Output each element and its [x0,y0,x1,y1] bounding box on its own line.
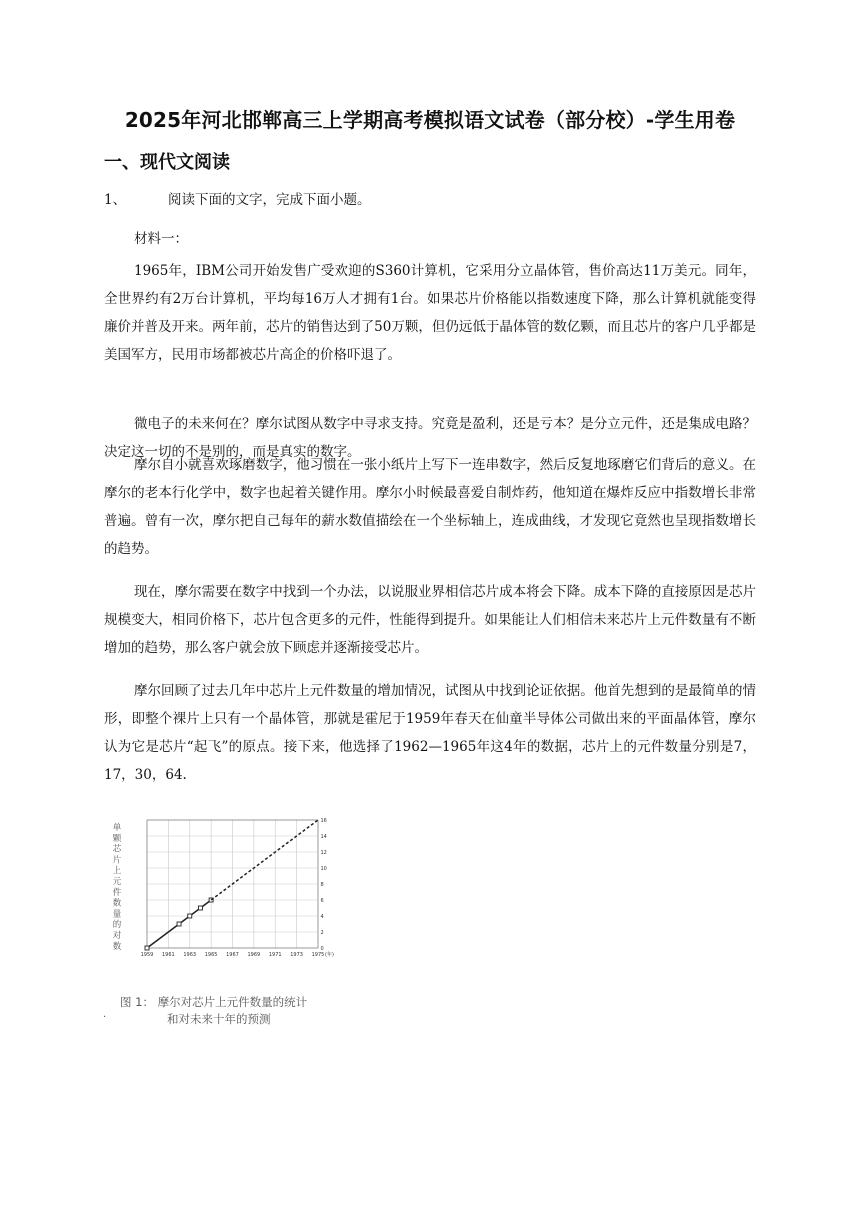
stray-mark: · [103,1012,107,1023]
x-tick-label: 1959 [140,952,154,958]
paragraph-1: 1965年，IBM公司开始发售广受欢迎的S360计算机，它采用分立晶体管，售价高达11万美元。同年，全世界约有2万台计算机，平均每16万人才拥有1台。如果芯片价格能以指数速度下降，那么计算机就能变得廉价并普及开来。两年前，芯片的销售达到了50万颗，但仍远低于晶体管的数亿颗，而且芯片的客户几乎都是美国军方，民用市场都被芯片高企的价格吓退了。 [104,263,756,363]
x-tick-label: 1965 [204,952,218,958]
prediction-line [211,820,318,900]
y-tick-label: 8 [320,882,324,888]
figure-caption-line-1: 图 1： 摩尔对芯片上元件数量的统计 [120,995,308,1009]
chart-series [145,820,318,950]
data-point [177,922,181,926]
y-tick-label: 16 [320,818,327,824]
section-heading: 一、现代文阅读 [104,152,230,173]
y-tick-label: 6 [320,898,324,904]
paragraph-2: 微电子的未来何在？摩尔试图从数字中寻求支持。究竟是盈利，还是亏本？是分立元件，还是集成电路？决定这一切的不是别的，而是真实的数字。 [104,416,756,460]
x-tick-label: 1961 [162,952,175,958]
chart-labels [113,818,334,958]
x-tick-label: 1975 [311,952,325,958]
question-instruction: 阅读下面的文字，完成下面小题。 [168,192,371,208]
y-tick-label: 10 [320,866,327,872]
paragraph-5: 摩尔回顾了过去几年中芯片上元件数量的增加情况，试图从中找到论证依据。他首先想到的是最简单的情形，即整个裸片上只有一个晶体管，那就是霍尼于1959年春天在仙童半导体公司做出来的平面晶体管，摩尔认为它是芯片“起飞”的原点。接下来，他选择了1962—1965年这4年的数据，芯片上的元件数量分别是7，17，30，64. [104,683,756,783]
y-tick-label: 0 [320,946,324,952]
figure-caption-line-2: 和对未来十年的预测 [167,1012,271,1026]
x-tick-label: 1963 [183,952,197,958]
document-title: 2025年河北邯郸高三上学期高考模拟语文试卷（部分校）-学生用卷 [124,108,736,132]
data-point [145,946,149,950]
material-label: 材料一： [134,231,188,247]
x-tick-label: 1969 [247,952,261,958]
x-tick-label: 1973 [290,952,303,958]
y-axis-label: 单颗芯片上元件数量的对数 [112,823,122,952]
paragraph-4: 现在，摩尔需要在数字中找到一个办法，以说服业界相信芯片成本将会下降。成本下降的直接原因是芯片规模变大，相同价格下，芯片包含更多的元件，性能得到提升。如果能让人们相信未来芯片上元件数量有不断增加的趋势，那么客户就会放下顾虑并逐渐接受芯片。 [104,584,756,656]
x-tick-label: 1971 [268,952,282,958]
paragraph-3: 摩尔自小就喜欢琢磨数字，他习惯在一张小纸片上写下一连串数字，然后反复地琢磨它们背后的意义。在摩尔的老本行化学中，数字也起着关键作用。摩尔小时候最喜爱自制炸药，他知道在爆炸反应中指数增长非常普遍。曾有一次，摩尔把自己每年的薪水数值描绘在一个坐标轴上，连成曲线，才发现它竟然也呈现指数增长的趋势。 [104,457,756,557]
data-point [198,906,202,910]
figure-caption [120,994,307,1028]
y-tick-label: 14 [320,834,327,840]
y-tick-label: 12 [320,850,327,856]
x-tick-label: 1967 [226,952,239,958]
question-number: 1、 [104,192,127,208]
y-tick-label: 4 [320,914,324,920]
x-axis-label: (年) [325,952,334,958]
question-line [104,188,371,208]
moore-chart [104,808,364,998]
data-point [188,914,192,918]
y-tick-label: 2 [320,930,324,936]
